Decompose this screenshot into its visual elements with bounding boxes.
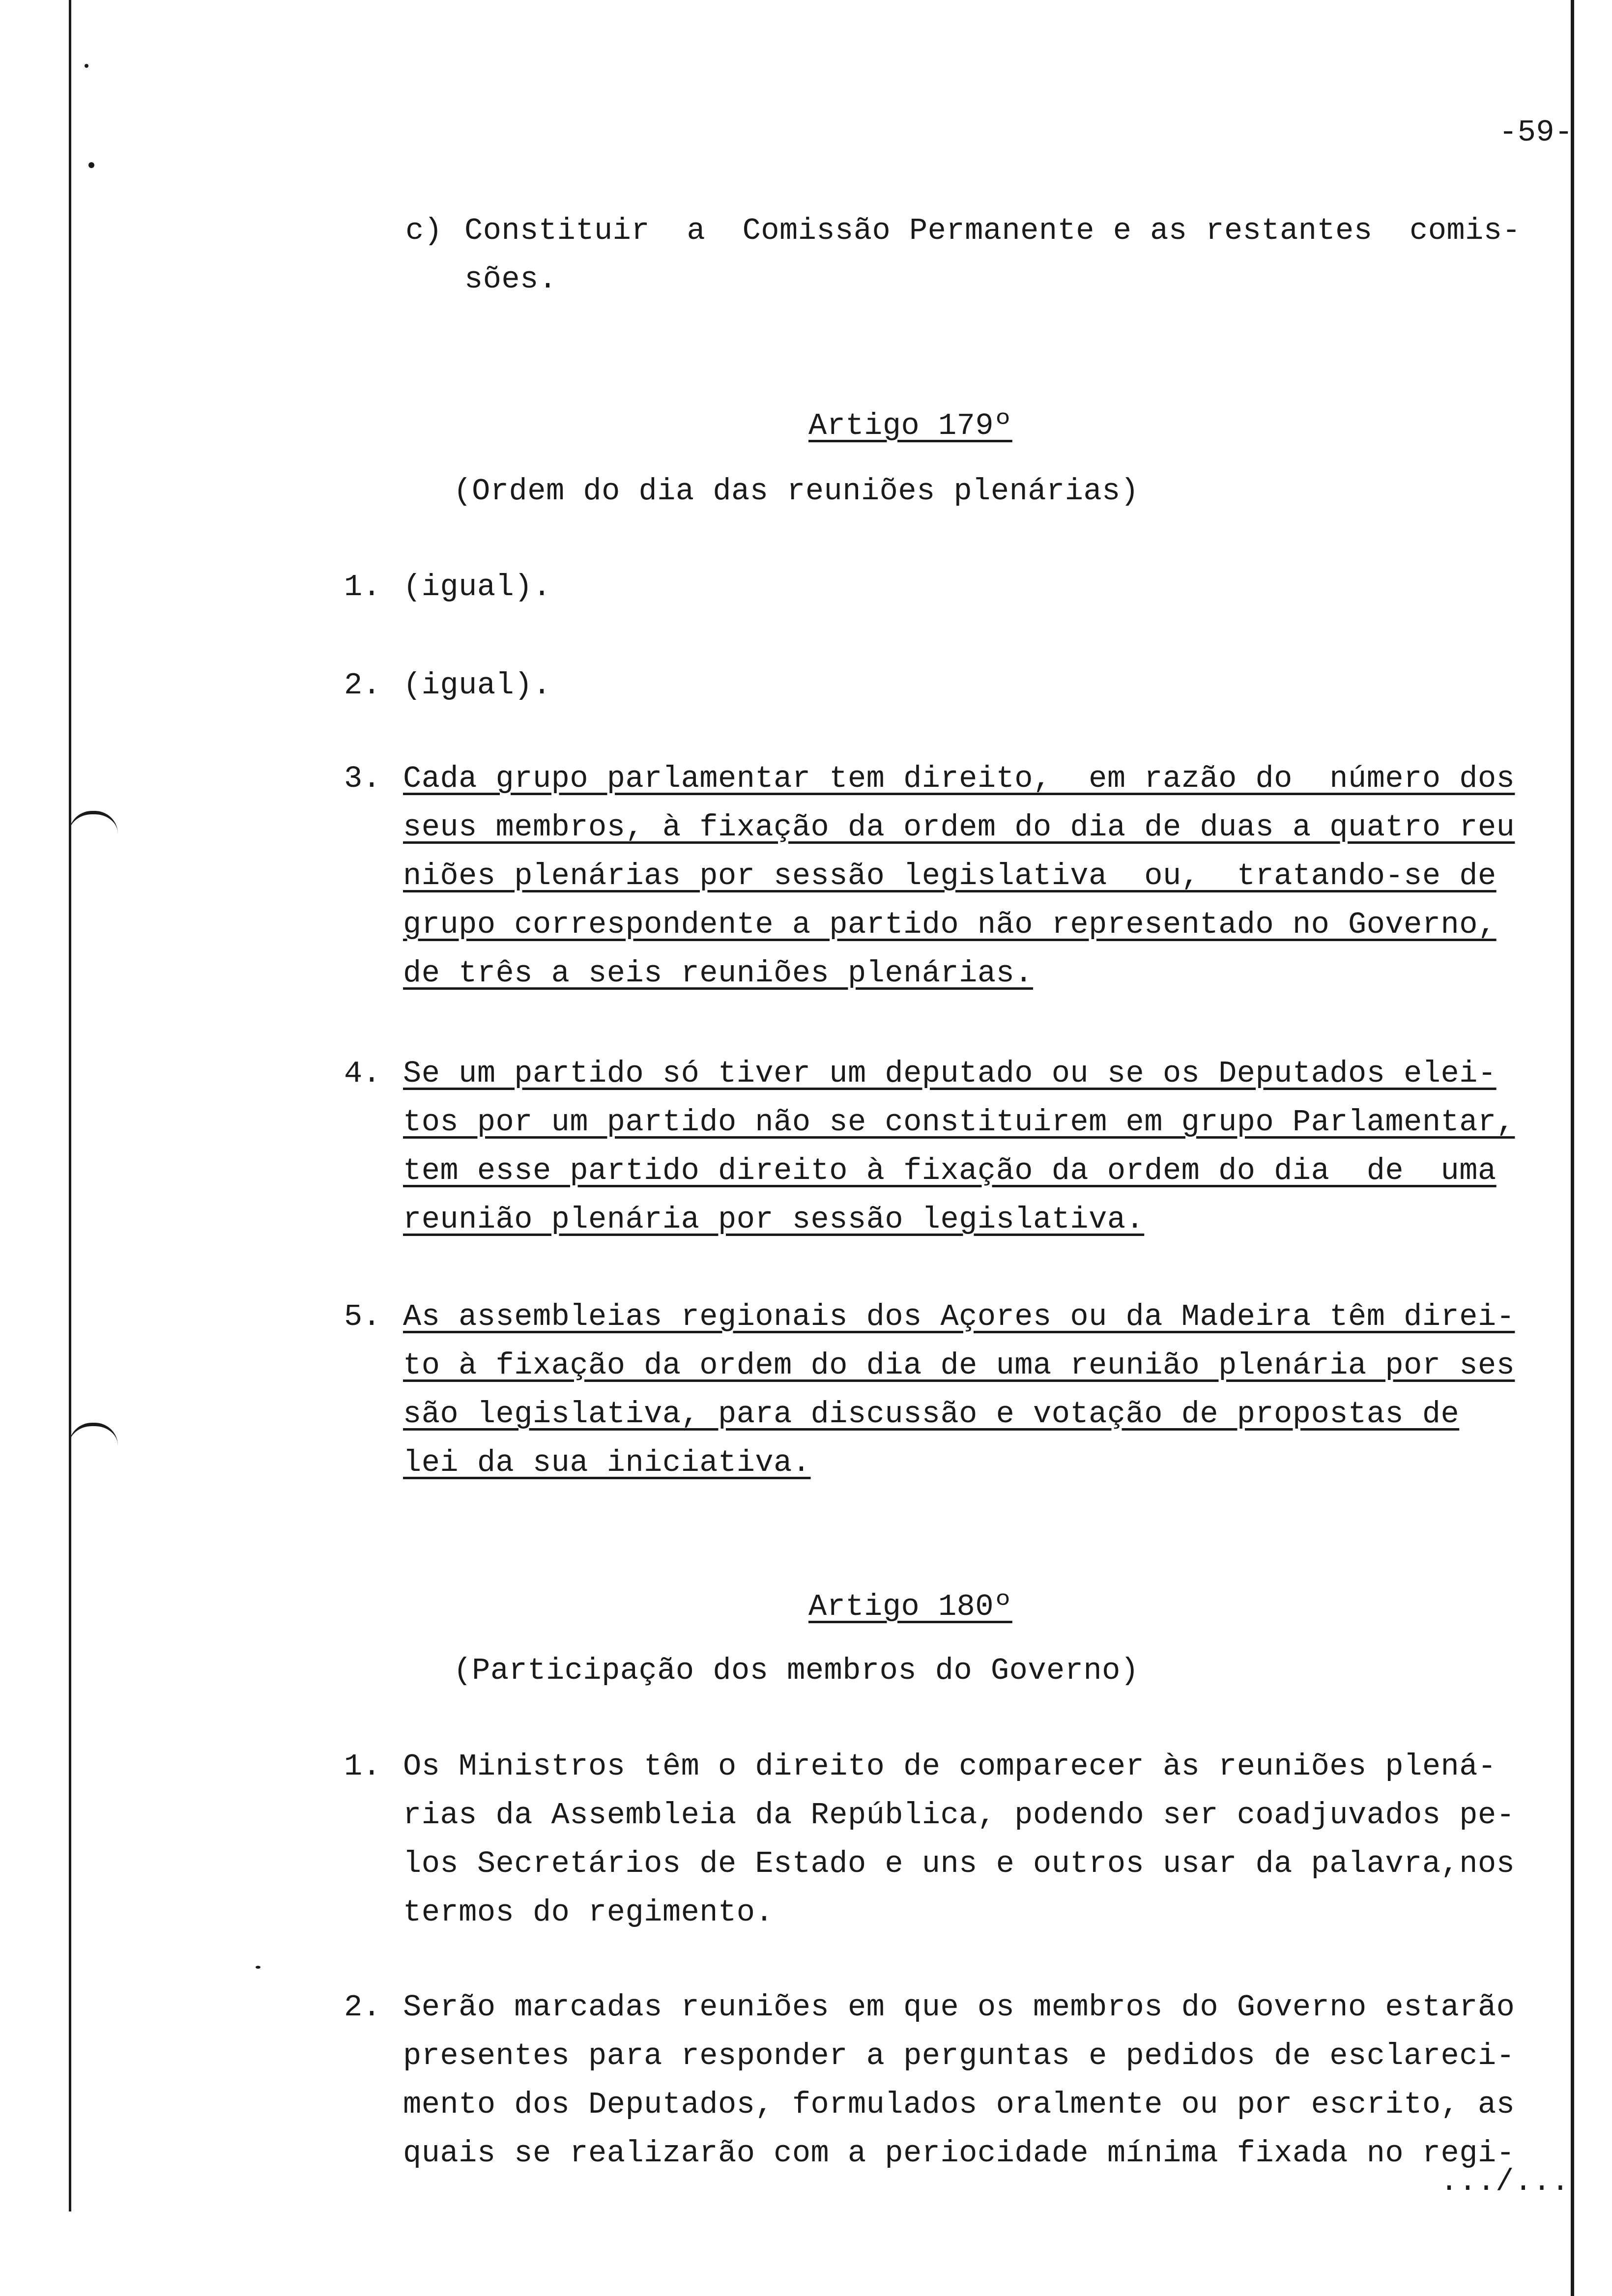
text-line: grupo correspondente a partido não representado no Governo,	[403, 907, 1497, 942]
article-179-heading: Artigo 179º	[808, 408, 1012, 443]
article-180-heading: Artigo 180º	[808, 1589, 1012, 1624]
text-line: Serão marcadas reuniões em que os membros do Governo estarão	[403, 1990, 1515, 2025]
text-line: As assembleias regionais dos Açores ou da Madeira têm direi-	[403, 1299, 1515, 1334]
text-line: Se um partido só tiver um deputado ou se os Deputados elei-	[403, 1056, 1497, 1091]
text-line: quais se realizarão com a periocidade mínima fixada no regi-	[403, 2136, 1515, 2171]
article-180-subtitle: (Participação dos membros do Governo)	[453, 1653, 1139, 1688]
paragraph-number: 3.	[344, 761, 381, 796]
text-line: mento dos Deputados, formulados oralmente ou por escrito, as	[403, 2087, 1515, 2122]
paragraph	[403, 754, 1515, 998]
continuation-mark: .../...	[1440, 2164, 1570, 2199]
right-page-edge	[1571, 0, 1574, 2296]
punch-hole-mark	[69, 1423, 118, 1446]
paragraph-number: 5.	[344, 1299, 381, 1334]
paragraph	[403, 1049, 1515, 1244]
text-line: reunião plenária por sessão legislativa.	[403, 1202, 1145, 1237]
text-line: to à fixação da ordem do dia de uma reunião plenária por ses	[403, 1348, 1515, 1383]
left-page-edge	[69, 0, 71, 2211]
text-line: niões plenárias por sessão legislativa ou, tratando-se de	[403, 859, 1497, 893]
text-line: de três a seis reuniões plenárias.	[403, 956, 1034, 991]
text-line: (igual).	[403, 570, 551, 604]
text-line: são legislativa, para discussão e votação de propostas de	[403, 1397, 1460, 1432]
item-c-text	[464, 206, 1521, 304]
paragraph	[403, 1292, 1515, 1487]
text-line: tos por um partido não se constituirem em grupo Parlamentar,	[403, 1105, 1515, 1140]
text-line: Constituir a Comissão Permanente e as restantes comis-	[464, 213, 1521, 248]
text-line: tem esse partido direito à fixação da ordem do dia de uma	[403, 1153, 1497, 1188]
text-line: presentes para responder a perguntas e pedidos de esclareci-	[403, 2038, 1515, 2073]
text-line: los Secretários de Estado e uns e outros usar da palavra,nos	[403, 1846, 1515, 1881]
paragraph	[403, 1983, 1515, 2178]
paragraph-number: 2.	[344, 668, 381, 703]
text-line: rias da Assembleia da República, podendo ser coadjuvados pe-	[403, 1798, 1515, 1833]
text-line: sões.	[464, 262, 557, 297]
paragraph-number: 4.	[344, 1056, 381, 1091]
item-c-marker: c)	[405, 213, 443, 248]
scan-speck	[88, 162, 94, 168]
paragraph-number: 2.	[344, 1990, 381, 2025]
punch-hole-mark	[69, 811, 118, 834]
text-line: (igual).	[403, 668, 551, 703]
paragraph-number: 1.	[344, 570, 381, 604]
text-line: lei da sua iniciativa.	[403, 1445, 811, 1480]
paragraph	[403, 1742, 1515, 1937]
article-179-subtitle: (Ordem do dia das reuniões plenárias)	[453, 474, 1139, 509]
paragraph	[403, 661, 551, 710]
scan-speck	[85, 64, 88, 68]
text-line: Cada grupo parlamentar tem direito, em razão do número dos	[403, 761, 1515, 796]
text-line: termos do regimento.	[403, 1895, 774, 1930]
page-number: -59-	[1499, 115, 1573, 150]
text-line: seus membros, à fixação da ordem do dia de duas a quatro reu	[403, 810, 1515, 845]
text-line: Os Ministros têm o direito de comparecer às reuniões plená-	[403, 1749, 1497, 1784]
scan-speck	[256, 1966, 260, 1969]
paragraph	[403, 563, 551, 611]
paragraph-number: 1.	[344, 1749, 381, 1784]
